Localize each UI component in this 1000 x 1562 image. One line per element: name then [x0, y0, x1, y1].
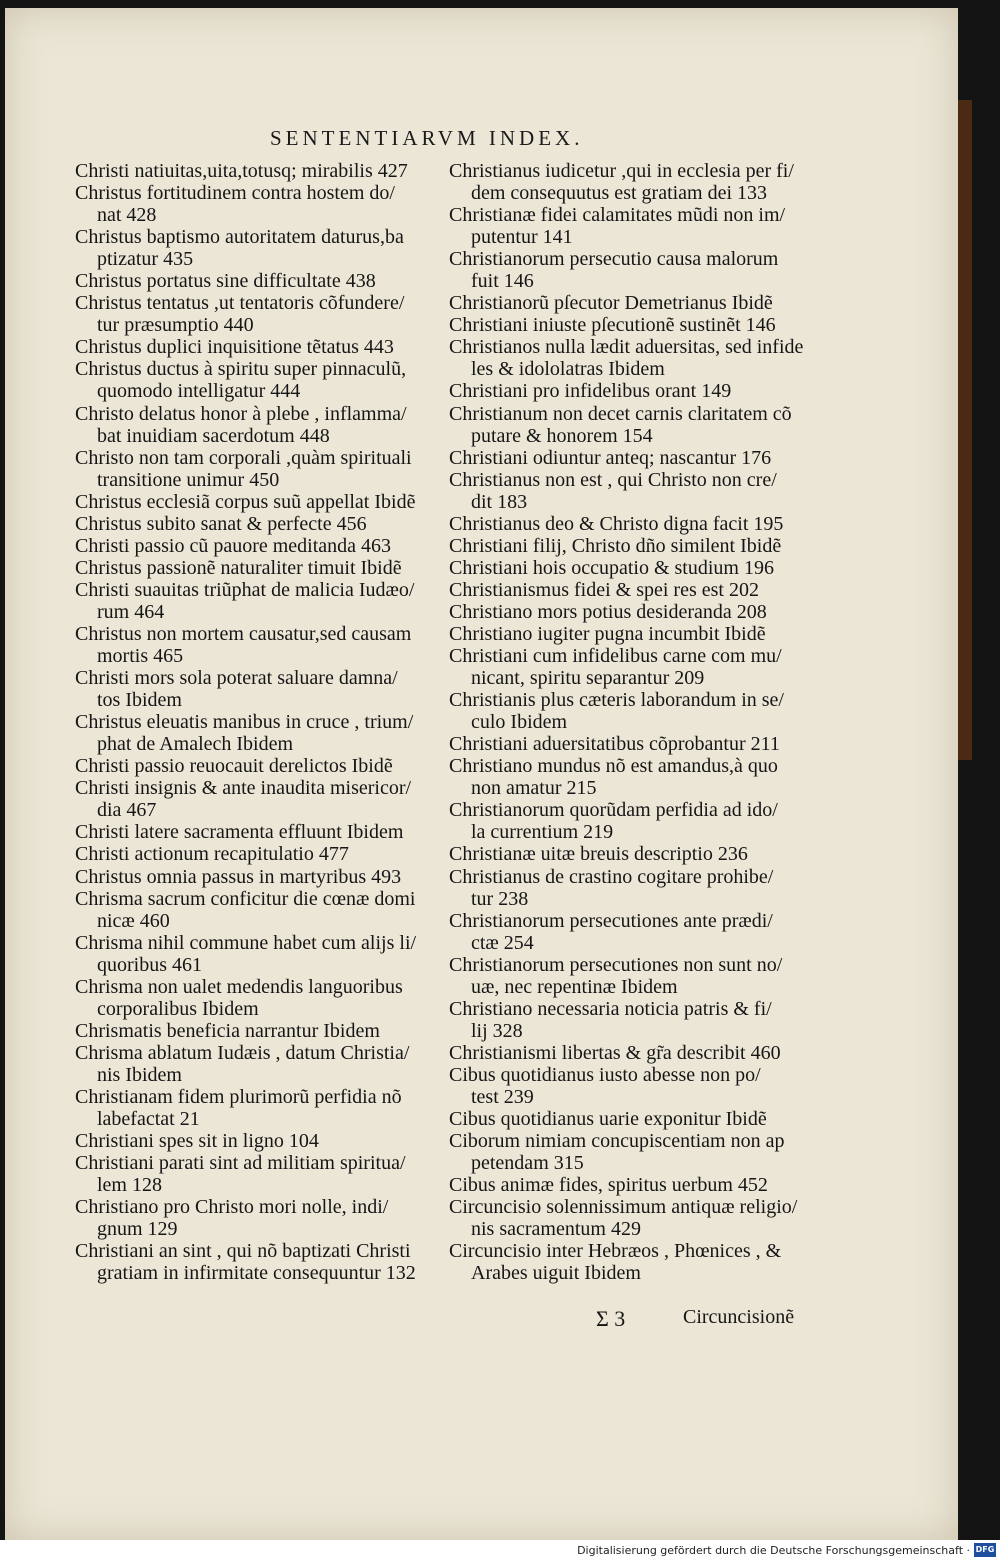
index-line: Christianæ fidei calamitates mũdi non im/: [449, 204, 786, 227]
index-line: gratiam in infirmitate consequuntur 132: [97, 1262, 416, 1285]
index-line: Chrisma ablatum Iudæis , datum Christia/: [75, 1041, 410, 1064]
index-line: lij 328: [471, 1019, 523, 1042]
index-line: Christus portatus sine difficultate 438: [75, 270, 376, 293]
index-line: dit 183: [471, 490, 528, 513]
index-line: Christiano mors potius desideranda 208: [449, 600, 767, 623]
index-line: Christianorum persecutiones ante prædi/: [449, 909, 773, 932]
index-line: Christianus deo & Christo digna facit 195: [449, 512, 784, 535]
index-line: putentur 141: [471, 226, 573, 249]
index-line: corporalibus Ibidem: [97, 997, 259, 1020]
index-line: Christianorum quorũdam perfidia ad ido/: [449, 799, 778, 822]
index-line: phat de Amalech Ibidem: [97, 733, 294, 756]
index-line: nicæ 460: [97, 909, 170, 932]
index-line: dia 467: [97, 799, 157, 822]
index-line: Christianam fidem plurimorũ perfidia nõ: [75, 1085, 402, 1108]
index-line: Christiani parati sint ad militiam spiritua/: [75, 1152, 406, 1175]
index-line: nicant, spiritu separantur 209: [471, 667, 705, 690]
index-line: lem 128: [97, 1174, 162, 1197]
index-line: tos Ibidem: [97, 689, 182, 712]
index-line: Christus ecclesiã corpus suũ appellat Ibidẽ: [75, 490, 416, 513]
index-column-left: [75, 160, 437, 1284]
index-line: Christianorum persecutiones non sunt no/: [449, 953, 783, 976]
index-line: gnum 129: [97, 1218, 178, 1241]
index-line: Cibus quotidianus uarie exponitur Ibidẽ: [449, 1108, 767, 1131]
page-header: SENTENTIARVM INDEX.: [270, 126, 584, 150]
index-line: Cibus quotidianus iusto abesse non po/: [449, 1063, 761, 1086]
index-line: Christiani hois occupatio & studium 196: [449, 556, 774, 579]
index-line: Ciborum nimiam concupiscentiam non ap: [449, 1130, 785, 1153]
book-edge: [958, 100, 972, 760]
index-line: Arabes uiguit Ibidem: [471, 1262, 641, 1285]
index-line: Christiani spes sit in ligno 104: [75, 1130, 319, 1153]
index-line: Christiani aduersitatibus cõprobantur 211: [449, 733, 780, 756]
index-line: test 239: [471, 1085, 534, 1108]
index-line: Christianæ uitæ breuis descriptio 236: [449, 843, 748, 866]
index-line: Chrisma non ualet medendis languoribus: [75, 975, 403, 998]
index-line: Circuncisio inter Hebræos , Phœnices , &: [449, 1240, 782, 1263]
index-line: Christianus de crastino cogitare prohibe/: [449, 865, 774, 888]
index-line: Christi natiuitas,uita,totusq; mirabilis 427: [75, 160, 408, 182]
index-line: Christus eleuatis manibus in cruce , trium/: [75, 711, 414, 734]
index-line: Christianorũ pſecutor Demetrianus Ibidẽ: [449, 292, 773, 315]
index-line: uæ, nec repentinæ Ibidem: [471, 975, 678, 998]
index-line: Christiano mundus nõ est amandus,à quo: [449, 755, 778, 778]
index-line: Chrismatis beneficia narrantur Ibidem: [75, 1019, 380, 1042]
index-line: Christus subito sanat & perfecte 456: [75, 512, 367, 535]
index-line: Christus baptismo autoritatem daturus,ba: [75, 226, 404, 249]
index-line: ptizatur 435: [97, 248, 194, 271]
index-line: nat 428: [97, 204, 157, 227]
index-line: tur 238: [471, 887, 529, 910]
index-column-right: [449, 160, 811, 1284]
index-line: Christi passio cũ pauore meditanda 463: [75, 534, 392, 557]
index-line: Christus non mortem causatur,sed causam: [75, 622, 412, 645]
index-line: nis sacramentum 429: [471, 1218, 641, 1241]
index-line: la currentium 219: [471, 821, 614, 844]
index-line: Christi actionum recapitulatio 477: [75, 843, 349, 866]
index-line: Christianus non est , qui Christo non cre/: [449, 468, 777, 491]
index-line: culo Ibidem: [471, 711, 568, 734]
index-line: Christiani cum infidelibus carne com mu/: [449, 645, 782, 668]
index-line: mortis 465: [97, 645, 184, 668]
index-line: quoribus 461: [97, 953, 202, 976]
index-line: Christiani odiuntur anteq; nascantur 176: [449, 446, 772, 469]
index-line: Christiano iugiter pugna incumbit Ibidẽ: [449, 622, 766, 645]
index-line: Circuncisio solennissimum antiquæ religio/: [449, 1196, 798, 1219]
index-line: rum 464: [97, 600, 165, 623]
index-line: les & idololatras Ibidem: [471, 358, 665, 381]
index-line: ctæ 254: [471, 931, 534, 954]
index-line: Christiani filij, Christo dño similent Ibidẽ: [449, 534, 782, 557]
index-line: Christo delatus honor à plebe , inflamma/: [75, 402, 407, 425]
index-line: Christi latere sacramenta effluunt Ibidem: [75, 821, 404, 844]
index-line: Christi passio reuocauit derelictos Ibidẽ: [75, 755, 393, 778]
index-line: dem consequutus est gratiam dei 133: [471, 182, 768, 205]
index-line: tur præsumptio 440: [97, 314, 254, 337]
index-line: putare & honorem 154: [471, 424, 653, 447]
credit-text: Digitalisierung gefördert durch die Deutsche Forschungsgemeinschaft ·: [577, 1544, 970, 1557]
index-line: Christus fortitudinem contra hostem do/: [75, 182, 395, 205]
index-line: Christi mors sola poterat saluare damna/: [75, 667, 398, 690]
index-line: Chrisma nihil commune habet cum alijs li/: [75, 931, 417, 954]
index-line: Christus omnia passus in martyribus 493: [75, 865, 402, 888]
index-line: Christus tentatus ,ut tentatoris cõfundere/: [75, 292, 405, 315]
index-line: Cibus animæ fides, spiritus uerbum 452: [449, 1174, 768, 1197]
index-line: Christianismus fidei & spei res est 202: [449, 578, 759, 601]
index-line: Christi suauitas triũphat de malicia Iudæo/: [75, 578, 415, 601]
index-line: Christianus iudicetur ,qui in ecclesia per fi/: [449, 160, 794, 182]
catchword: Circuncisionẽ: [683, 1306, 795, 1328]
index-line: Christiano necessaria noticia patris & fi/: [449, 997, 772, 1020]
index-line: Christianis plus cæteris laborandum in se/: [449, 689, 784, 712]
index-line: Christi insignis & ante inaudita misericor/: [75, 777, 412, 800]
index-line: quomodo intelligatur 444: [97, 380, 301, 403]
index-line: Christianum non decet carnis claritatem cõ: [449, 402, 792, 425]
index-line: bat inuidiam sacerdotum 448: [97, 424, 330, 447]
index-line: nis Ibidem: [97, 1063, 182, 1086]
index-line: Christiani iniuste pſecutionẽ sustinẽt 146: [449, 314, 776, 337]
index-line: Christo non tam corporali ,quàm spirituali: [75, 446, 412, 469]
index-line: Christus ductus à spiritu super pinnaculũ,: [75, 358, 407, 381]
index-line: fuit 146: [471, 270, 534, 293]
index-line: Chrisma sacrum conficitur die cœnæ domi: [75, 887, 416, 910]
index-line: Christus duplici inquisitione tẽtatus 443: [75, 336, 394, 359]
index-line: Christiani an sint , qui nõ baptizati Christi: [75, 1240, 411, 1263]
signature-mark: Σ 3: [596, 1306, 626, 1331]
index-line: Christiani pro infidelibus orant 149: [449, 380, 732, 403]
index-line: Christiano pro Christo mori nolle, indi/: [75, 1196, 389, 1219]
index-line: Christianismi libertas & gr̃a describit 460: [449, 1041, 781, 1064]
dfg-logo: DFG: [974, 1543, 996, 1557]
index-line: Christianorum persecutio causa malorum: [449, 248, 779, 271]
index-line: Christus passionẽ naturaliter timuit Ibidẽ: [75, 556, 402, 579]
index-line: petendam 315: [471, 1152, 584, 1175]
index-line: Christianos nulla lædit aduersitas, sed infide: [449, 336, 804, 359]
index-line: non amatur 215: [471, 777, 597, 800]
credit-bar: [0, 1540, 1000, 1562]
index-line: transitione unimur 450: [97, 468, 280, 491]
index-line: labefactat 21: [97, 1108, 200, 1131]
